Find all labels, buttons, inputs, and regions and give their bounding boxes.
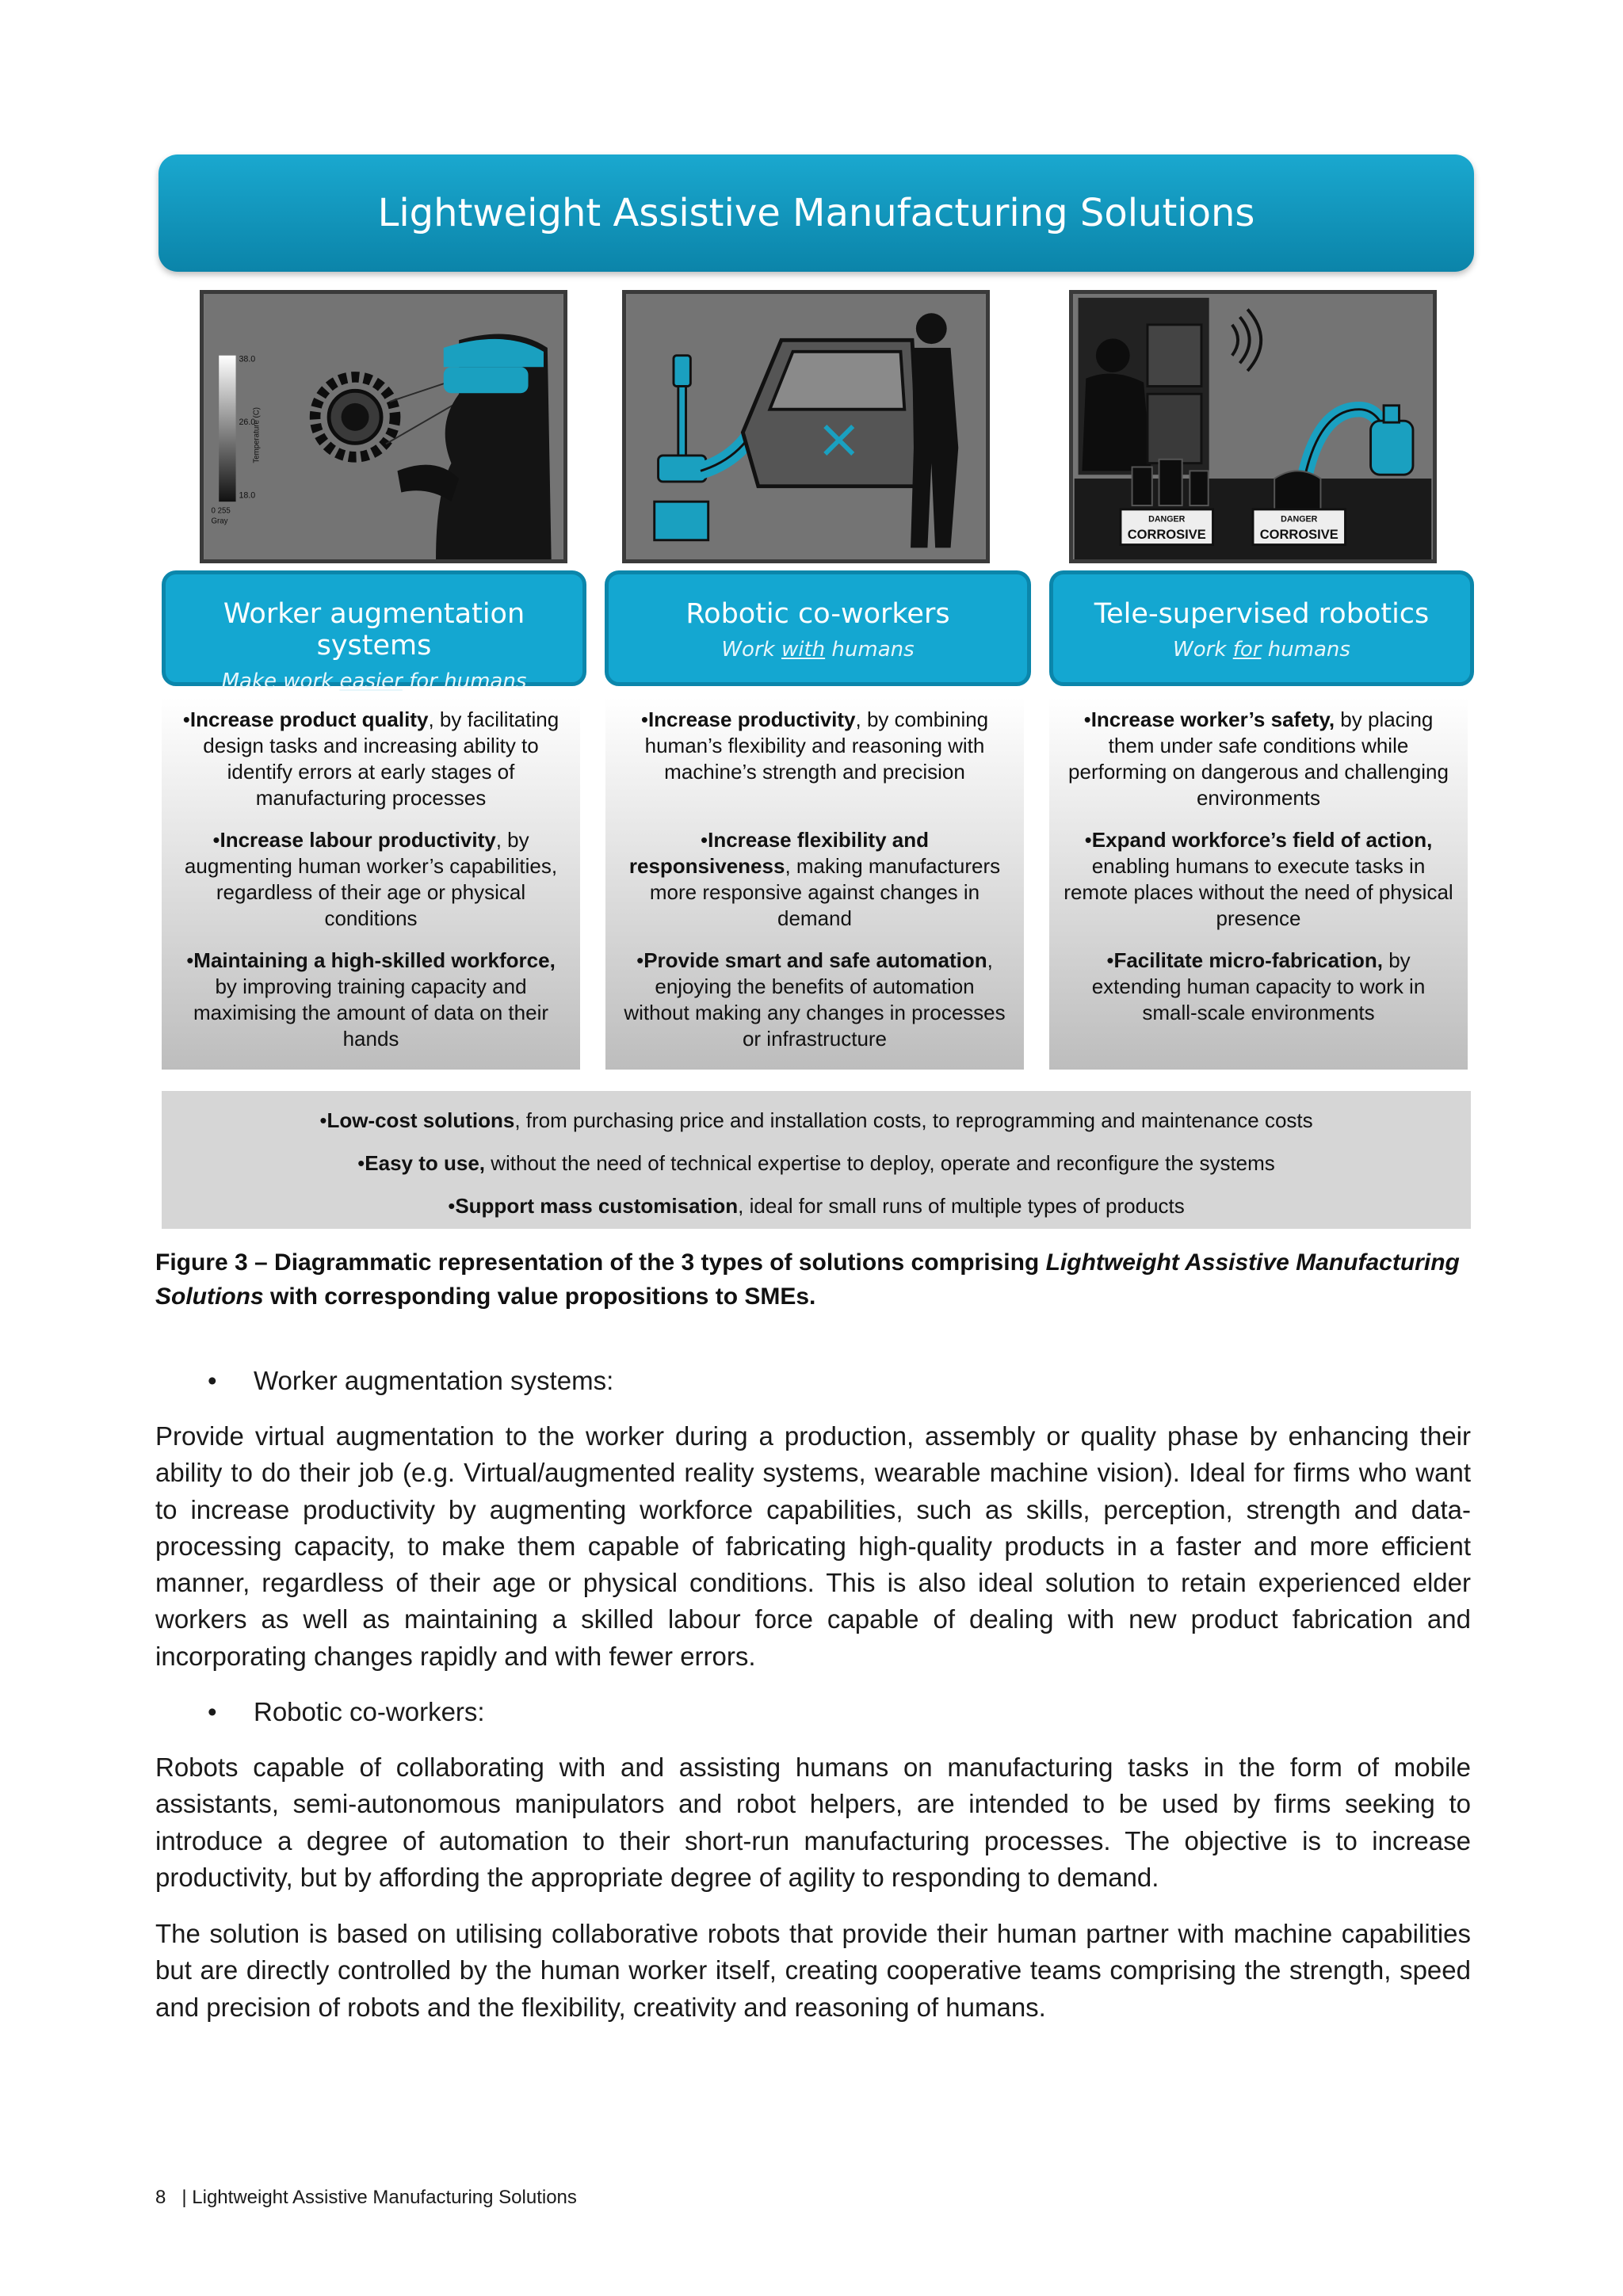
column-body-robotic-coworkers [605, 697, 1024, 1070]
value-item: •Increase labour productivity, by augmenting human worker’s capabilities, regardless of their age or physical conditions [184, 828, 558, 930]
page-footer: 8 | Lightweight Assistive Manufacturing Solutions [155, 2187, 577, 2208]
value-item: •Increase productivity, by combining human’s flexibility and reasoning with machine’s strength and precision [640, 707, 989, 784]
banner-title: Lightweight Assistive Manufacturing Solutions [377, 191, 1255, 235]
paragraph-worker-augmentation: Provide virtual augmentation to the worker during a production, assembly or quality phase by enhancing their ability to do their job (e.g. Virtual/augmented reality systems, wearable machine vision). Ideal for firms who want to increase productivity by augmenting workforce capabilities, such as skills, perception, strength and data-processing capacity, to make them capable of fabricating high-quality products in a faster and more efficient manner, regardless of their age or physical conditions. This is also ideal solution to retain experienced elder workers as well as maintaining a skilled labour force capable of dealing with new product fabrication and incorporating changes rapidly and with fewer errors. [155, 1421, 1471, 1671]
column-subtitle: Make work easier for humans [221, 669, 527, 693]
column-title: Worker augmentation systems [223, 598, 525, 662]
corrosive-sign-left [1121, 509, 1213, 545]
svg-text:CORROSIVE: CORROSIVE [1259, 527, 1338, 542]
column-header-worker-augmentation [162, 570, 586, 693]
scale-label-top: 38.0 [239, 354, 256, 364]
figure-caption: Figure 3 – Diagrammatic representation of the 3 types of solutions comprising Lightweight Assistive Manufacturing Solutions with corresponding value propositions to SMEs. [155, 1249, 1460, 1310]
tele-supervised-image [1069, 290, 1437, 563]
scale-label-low: 18.0 [239, 490, 256, 501]
svg-text:DANGER: DANGER [1281, 514, 1318, 524]
footer-title: Lightweight Assistive Manufacturing Solutions [192, 2187, 577, 2208]
corrosive-sign-right [1253, 509, 1346, 545]
bullet-icon: • [208, 1697, 217, 1726]
bullet-robotic-coworkers: • Robotic co-workers: [155, 1697, 485, 1727]
strip-item: •Support mass customisation, ideal for small runs of multiple types of products [448, 1194, 1185, 1218]
strip-item: •Easy to use, without the need of technical expertise to deploy, operate and reconfigure the systems [357, 1151, 1275, 1175]
bullet-icon: • [208, 1366, 217, 1395]
remote-operation-illustration [1073, 294, 1433, 559]
column-header-robotic-coworkers [605, 570, 1031, 686]
paragraph-collaborative-robots: The solution is based on utilising collaborative robots that provide their human partner with machine capabilities but are directly controlled by the human worker itself, creating cooperative teams comprising the strength, speed and precision of robots and the flexibility, creativity and reasoning of humans. [155, 1919, 1471, 2022]
column-subtitle: Work for humans [1173, 638, 1350, 662]
scale-range: 0 255 [211, 506, 231, 516]
robot-arm-car-door-illustration [626, 294, 986, 559]
robotic-coworkers-image [622, 290, 990, 563]
column-title: Robotic co-workers [685, 598, 950, 630]
svg-text:CORROSIVE: CORROSIVE [1127, 527, 1206, 542]
shared-value-strip [162, 1091, 1471, 1229]
thermal-goggles-illustration [204, 294, 563, 559]
value-item: •Increase flexibility and responsiveness, making manufacturers more responsive against changes in demand [628, 828, 1001, 930]
column-body-tele-supervised [1049, 697, 1468, 1070]
column-subtitle: Work with humans [721, 638, 915, 662]
svg-text:DANGER: DANGER [1148, 514, 1186, 524]
column-body-worker-augmentation [162, 697, 580, 1070]
worker-augmentation-image [200, 290, 567, 563]
value-item: •Increase product quality, by facilitating design tasks and increasing ability to identify errors at early stages of manufacturing processes [182, 707, 559, 810]
scale-axis-label: Temperature (C) [252, 406, 262, 463]
scale-label-mid: 26.0 [239, 418, 256, 428]
scale-unit: Gray [211, 517, 228, 526]
figure-banner [158, 154, 1474, 272]
value-item: •Facilitate micro-fabrication, by extending human capacity to work in small-scale environments [1091, 948, 1426, 1024]
value-item: •Increase worker’s safety, by placing them under safe conditions while performing on dangerous and challenging environments [1068, 707, 1449, 810]
column-header-tele-supervised [1049, 570, 1474, 686]
page-number: 8 [155, 2187, 166, 2208]
column-title: Tele-supervised robotics [1094, 598, 1430, 630]
value-item: •Maintaining a high-skilled workforce, by improving training capacity and maximising the amount of data on their hands [186, 948, 556, 1051]
value-item: •Expand workforce’s field of action, enabling humans to execute tasks in remote places without the need of physical presence [1064, 828, 1453, 930]
paragraph-robotic-coworkers: Robots capable of collaborating with and assisting humans on manufacturing tasks in the form of mobile assistants, semi-autonomous manipulators and robot helpers, are intended to be used by firms seeking to introduce a degree of automation to their short-run manufacturing processes. The objective is to increase productivity, but by affording the appropriate degree of agility to responding to demand. [155, 1753, 1471, 1892]
bullet-worker-augmentation: • Worker augmentation systems: [155, 1366, 613, 1396]
strip-item: •Low-cost solutions, from purchasing price and installation costs, to reprogramming and maintenance costs [319, 1108, 1313, 1132]
value-item: •Provide smart and safe automation, enjoying the benefits of automation without making any changes in processes or infrastructure [624, 948, 1006, 1051]
